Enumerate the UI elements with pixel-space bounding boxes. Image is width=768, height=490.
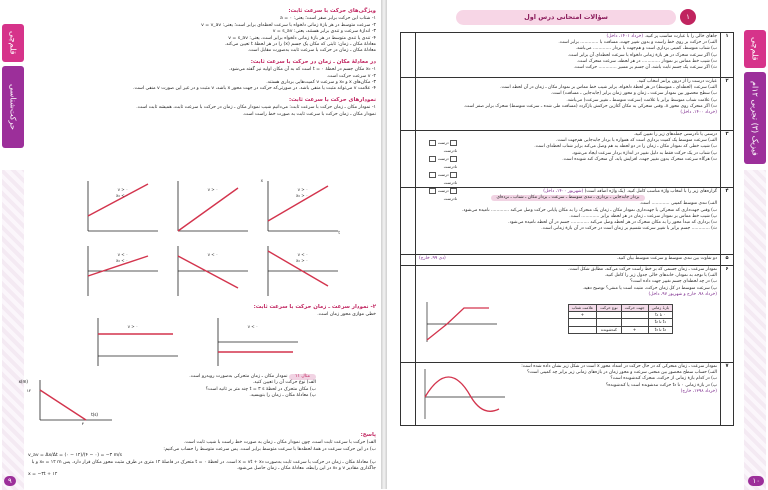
- question-text: پ) شتاب در یک حرکت فقط به دلیل تغییر در اندازهٔ بردار سرعت ایجاد می‌شود.: [571, 150, 717, 156]
- question-row: [401, 33, 733, 78]
- question-text: عبارت درست را از درون پرانتز انتخاب کنید.: [637, 79, 717, 84]
- book-gutter: [381, 0, 387, 489]
- example-label: مثال ۱۱: [289, 374, 316, 380]
- graph-label: v > ۰: [297, 187, 308, 192]
- question-number: ۷: [720, 363, 733, 425]
- question-number: ۶: [720, 266, 733, 362]
- answer-title: پاسخ:: [360, 432, 376, 438]
- question-row: [401, 78, 733, 131]
- text-line: ۴- علامت v می‌تواند مثبت یا منفی باشد. در صورتی‌که حرکت در جهت محور x باشد، v مثبت و در غیر این صورت v منفی است.: [133, 86, 376, 92]
- left-side-subject-tab: حرکت‌شناسی: [2, 66, 24, 148]
- svg-text:v < ۰: v < ۰: [247, 324, 258, 329]
- false-checkbox[interactable]: [429, 172, 436, 178]
- right-page: [392, 6, 736, 476]
- svg-text:x(m): x(m): [18, 379, 28, 384]
- left-side-pattern: [2, 170, 24, 490]
- text-line: ۳- اندازهٔ سرعت و تندی برابر هستند، یعنی: v = s_av: [272, 29, 376, 35]
- text-line: نمودار مکان ـ زمان متحرکی به‌صورت روبه‌رو است.: [189, 374, 288, 379]
- source-ref: (خرداد ۱۳۹۸، خارج): [680, 388, 717, 394]
- lesson-number-badge: ۱: [680, 9, 696, 25]
- graph-label: v < ۰: [207, 252, 218, 257]
- question-text: الف) تندی متوسط کمیتی ............. است.: [639, 201, 717, 207]
- text-line: ۱- شتاب این حرکت برابر صفر است؛ یعنی: a = ۰: [280, 16, 376, 22]
- question-row: [401, 363, 733, 425]
- question-text: ت) برداری که مبدأ محور را به مکان متحرک در هر لحظه وصل می‌کند ............. جسم در آن لحظه نامیده می‌شود.: [508, 220, 717, 226]
- left-page-number: ۹: [4, 476, 16, 486]
- question-text: ت) شیب خط مماس بر نمودار ............. در هر لحظه، سرعت متحرک است.: [576, 58, 717, 64]
- question-text: ث) ............. جسم برابر با تغییر سرعت تقسیم بر زمان است در حرکت در آن بازهٔ زمانی است.: [541, 226, 717, 232]
- velocity-time-graphs: [68, 316, 368, 371]
- graph-label: v > ۰: [207, 187, 218, 192]
- text-line: ۱- نمودار مکان ـ زمان حرکت با سرعت ثابت: می‌دانیم شیب نمودار مکان ـ زمان در حرکت با سرعت ثابت، همیشه ثابت است.: [136, 105, 376, 111]
- text-line: ۲- سرعت متوسط در هر بازهٔ زمانی دلخواه با سرعت لحظه‌ای برابر است؛ یعنی: v = v_av: [201, 22, 376, 28]
- svg-text:t: t: [338, 230, 340, 235]
- text-line: معادلهٔ مکان ـ زمان در حرکت با سرعت ثابت به‌صورت مقابل است.: [247, 48, 376, 54]
- question-text: ت) اگر متحرک روی محور x، وقتی متحرکی به مکان آغازین حرکتش بازگردد (مسافت طی شده ـ سرعت متوسط) متحرک برابر صفر است.: [463, 103, 717, 109]
- question-text: ب) در چه لحظه‌ای جسم تغییر جهت داده است؟: [630, 279, 717, 285]
- score-cell: [401, 266, 416, 362]
- question-text: درستی یا نادرستی جمله‌های زیر را تعیین کنید.: [633, 132, 717, 137]
- formula: v_av = Δx/Δt = (۰ − ۱۲)/(۴ − ۰) = −۳ m/s: [28, 453, 122, 459]
- left-side-brand-tab: قلم‌چی: [2, 24, 24, 62]
- false-checkbox[interactable]: [429, 156, 436, 162]
- question-number: ۴: [720, 188, 733, 254]
- graph-label: x₀ < ۰: [115, 193, 128, 198]
- question-text: ب) در کدام بازهٔ زمانی از حرکت، متحرک کندشونده است؟: [610, 376, 717, 382]
- graph-label: v < ۰: [297, 252, 308, 257]
- score-cell: [401, 255, 416, 265]
- right-page-number: ۱۰: [748, 476, 764, 486]
- right-side-brand-tab: قلم‌چی: [744, 30, 766, 68]
- question-number: ۲: [720, 78, 733, 130]
- text-line: ۲- v سرعت حرکت است.: [326, 73, 376, 79]
- right-side-pattern: [744, 170, 766, 490]
- example-graph: [18, 376, 118, 426]
- question-row: ۳ درستی یا نادرستی جمله‌های زیر را تعیین کنید. الف) سرعت متوسط یک کمیت برداری است که همواره با بردار جابه‌جایی هم‌جهت است. ب) شیب خطی که نمودار مکان ـ زمان را در دو لحظه به هم وصل می‌کند برابر شتاب لحظه‌ای است. پ) شتاب در یک حرکت فقط به دلیل تغییر در اندازهٔ بردار سرعت ایجاد می‌شود. ت) هرگاه سرعت متحرک بدون تغییر جهت، افزایش یابد، آن متحرک کند شونده است. درست نادرست درست نادرست درست نادرست درست نادرست: [401, 131, 733, 188]
- source-ref: (دی ۹۹، خارج): [419, 256, 446, 261]
- question-text: نمودار سرعت ـ زمان جسمی که بر خط راست حرکت می‌کند، مطابق شکل است.: [568, 267, 717, 272]
- section-title: نمودارهای حرکت با سرعت ثابت:: [288, 96, 376, 103]
- text-line: ب) در این حرکت سرعت در همهٔ لحظه‌ها با سرعت متوسط برابر است. پس سرعت متوسط را حساب می‌کنیم:: [163, 446, 376, 452]
- graph-label: v < ۰: [117, 252, 128, 257]
- section-title: ویژگی‌های حرکت با سرعت ثابت:: [288, 8, 376, 14]
- word-bank: بردار جابه‌جایی ـ برداری ـ تندی متوسط ـ سرعت ـ بردار مکان ـ شتاب ـ نرده‌ای: [491, 195, 646, 201]
- question-row: [401, 255, 733, 266]
- score-cell: [401, 78, 416, 130]
- text-line: پ) معادلهٔ مکان ـ زمان در حرکت با سرعت ثابت به‌صورت x = vt + x₀ است. در لحظهٔ t = ۰ متحرک در فاصلهٔ ۱۲ متری در طرف مثبت محور مکان قرار دارد. پس x₀ = ۱۲ m و با جاگذاری مقادیر v و x₀ در این رابطه، معادلهٔ مکان ـ زمان حاصل می‌شود.: [31, 459, 376, 472]
- question-text: الف) سرعت متوسط یک کمیت برداری است که همواره با بردار جابه‌جایی هم‌جهت است.: [556, 138, 717, 144]
- text-line: ۱- x₀ مکان جسم در لحظهٔ t = ۰ است که به آن مکان اولیه نیز گفته می‌شود.: [228, 67, 376, 73]
- velocity-graph-q7: [419, 367, 509, 421]
- question-text: ب) وقتی جهت‌داری که متحرکی با جهت‌داری نمودار مکان ـ زمان یک متحرک را به مکان پایانی حرکت وصل می‌کند ............. نامیده می‌شود.: [462, 207, 717, 213]
- text-line: نمودار مکان ـ زمان حرکت با سرعت ثابت به صورت خط راست است.: [242, 111, 376, 117]
- score-cell: [401, 363, 416, 425]
- graph-label: x₀ > ۰: [295, 258, 308, 263]
- lesson-title: سؤالات امتحانی درس اول: [456, 10, 676, 25]
- question-text: پ) اگر سرعت متحرک در هر بازهٔ زمانی دلخواه با سرعت لحظه‌ای آن برابر است.: [567, 52, 717, 58]
- source-ref: (خرداد ۱۴۰۱، داخل): [606, 34, 644, 39]
- true-checkbox[interactable]: [450, 172, 457, 178]
- right-side-subject-tab: فیزیک (۳) تجربی ۱۲ام: [744, 72, 766, 164]
- question-text: ب) شیب خطی که نمودار مکان ـ زمان را در دو لحظه به هم وصل می‌کند برابر شتاب لحظه‌ای است.: [534, 144, 717, 150]
- question-text: ب) شتاب متوسط، کمیتی برداری است و هم‌جهت با بردار ............. می‌باشد.: [575, 46, 717, 52]
- question-row: [401, 266, 733, 363]
- score-cell: [401, 131, 416, 187]
- svg-text:x: x: [260, 178, 263, 183]
- question-row: [401, 188, 733, 255]
- question-text: الف) با توجه به نمودار، خانه‌های خالی جدول زیر را کامل کنید.: [604, 273, 717, 279]
- left-page: [18, 6, 376, 478]
- true-checkbox[interactable]: [450, 140, 457, 146]
- text-line: ۳- مکان‌های x و x₀ و سرعت v کمیت‌هایی برداری هستند.: [266, 80, 376, 86]
- question-text: پ) شیب خط مماس بر نمودار سرعت ـ زمان در هر لحظه برابر ............. است.: [569, 213, 717, 219]
- score-cell: [401, 33, 416, 77]
- source-ref: (خرداد ۹۸، خارج و شهریور ۹۷، داخل): [648, 291, 717, 297]
- graph-label: x₀ < ۰: [115, 258, 128, 263]
- svg-text:t(s): t(s): [91, 412, 98, 417]
- false-checkbox[interactable]: [429, 140, 436, 146]
- question-text: جاهای خالی را با عبارت مناسب پر کنید.: [644, 34, 717, 39]
- section-title: در معادلهٔ مکان ـ زمان در حرکت با سرعت ثابت:: [250, 58, 376, 65]
- question-text: گزاره‌های زیر را با انتخاب واژهٔ مناسب کامل کنید. (یک واژه اضافه است): [584, 189, 717, 194]
- true-checkbox[interactable]: [450, 156, 457, 162]
- question-text: الف) حساب سطح محصور بین منحنی سرعت و محور زمان در بازه‌های زمانی زیر برابر چه کمیتی است؟: [527, 370, 717, 376]
- question-text: ت) هرگاه سرعت متحرک بدون تغییر جهت، افزایش یابد، آن متحرک کند شونده است.: [562, 156, 717, 162]
- question-number: ۱: [720, 33, 733, 77]
- question-text: پ) در بازهٔ زمانی ۰ تا t₂ حرکت تندشونده است یا کندشونده؟: [605, 382, 717, 388]
- text-line: پ) معادلهٔ مکان ـ زمان را بنویسید.: [249, 393, 316, 399]
- text-line: ب) مکان متحرک در لحظهٔ t = ۳ s چند متر بر ثانیه است؟: [205, 386, 316, 392]
- question-text: ث) اگر سرعت یک جسم ثابت باشد، آن جسم بر مسیر ............. حرکت است.: [573, 65, 717, 71]
- question-text: ب) سطح محصور بین نمودار سرعت ـ زمان و محور زمان برابر (جابه‌جایی ـ مسافت) است.: [551, 91, 717, 97]
- source-ref: (خرداد ۱۴۰۰، داخل): [680, 110, 717, 116]
- question-text: الف) در حرکت بر روی خط راست و بدون تغییر جهت، مسافت با ............. برابر است.: [558, 40, 717, 46]
- question-number: ۳: [720, 131, 733, 187]
- text-line: ۴- تندی یا تندی متوسط در هر بازهٔ زمانی دلخواه برابر است، یعنی: v = s_av: [228, 35, 376, 41]
- score-cell: [401, 188, 416, 254]
- text-line: الف) نوع حرکت آن را تعیین کنید.: [252, 380, 316, 386]
- section-title: ۲- نمودار سرعت ـ زمان حرکت با سرعت ثابت:: [253, 304, 376, 310]
- svg-text:۴: ۴: [81, 421, 84, 426]
- question-text: پ) علامت شتاب متوسط برابر با علامت (سرعت متوسط ـ تغییر سرعت) می‌باشد.: [566, 97, 717, 103]
- text-line: خطی موازی محور زمان است.: [317, 312, 376, 318]
- question-text: دو تفاوت بین تندی متوسط و سرعت متوسط بیان کنید.: [616, 256, 717, 261]
- graph-label: x₀ > ۰: [295, 193, 308, 198]
- questions-table: [400, 32, 734, 426]
- source-ref: (شهریور ۱۴۰۰، داخل): [543, 189, 584, 194]
- graph-label: v > ۰: [117, 187, 128, 192]
- text-line: الف) حرکت با سرعت ثابت است، چون نمودار مکان ـ زمان به صورت خط راست با شیب ثابت است.: [183, 440, 376, 446]
- question-text: نمودار سرعت ـ زمان متحرکی که در حال حرکت در امتداد محور x است در شکل زیر نشان داده شده است:: [521, 364, 717, 369]
- svg-text:v > ۰: v > ۰: [127, 324, 138, 329]
- svg-text:۱۲: ۱۲: [26, 388, 31, 393]
- formula: x = −۳t + ۱۲: [28, 472, 58, 478]
- position-time-graphs: [68, 176, 368, 301]
- answer-table: بازهٔ زمانی جهت حرکت نوع حرکت علامت شتاب ۰ تا t₁ + t₁ تا t₂ t₂ تا t₃ + کندشونده: [568, 304, 673, 334]
- text-line: معادلهٔ مکان ـ زمان: ثابتی که مکان یک جسم (x) را در هر لحظهٔ t تعیین می‌کند.: [224, 42, 376, 48]
- velocity-graph-q6: [419, 300, 499, 344]
- question-number: ۵: [720, 255, 733, 265]
- question-text: پ) سرعت متوسط در کل زمان حرکت، مثبت است یا منفی؟ توضیح دهید.: [582, 285, 717, 291]
- question-text: الف) سرعت (لحظه‌ای ـ متوسط) در هر لحظهٔ دلخواه، برابر شیب خط مماس بر نمودار مکان ـ زمان در آن لحظه است.: [500, 85, 717, 91]
